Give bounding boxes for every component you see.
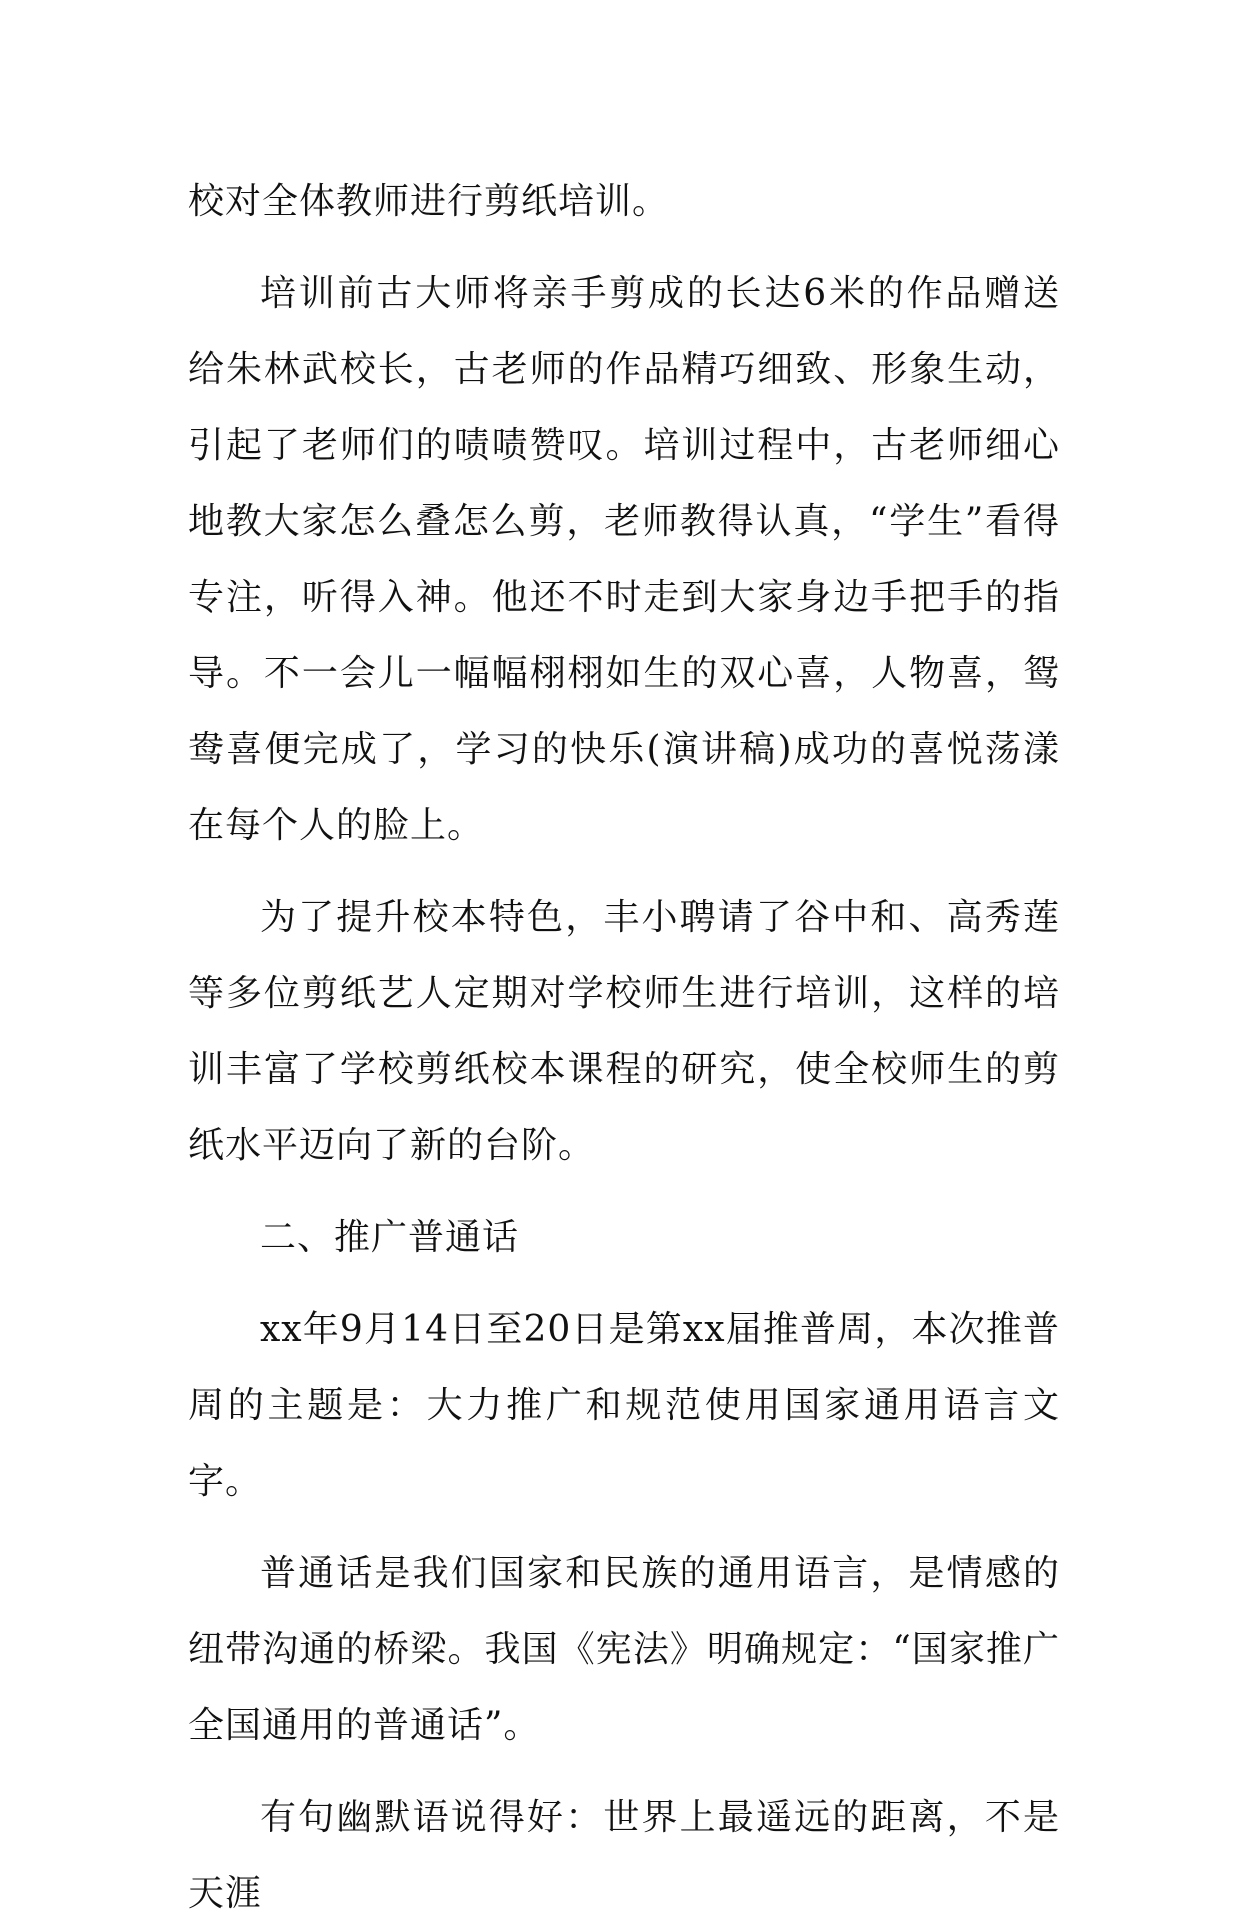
paragraph-continuation: 校对全体教师进行剪纸培训。 [188, 181, 670, 222]
paragraph-putonghua-language: 普通话是我们国家和民族的通用语言，是情感的纽带沟通的桥梁。我国《宪法》明确规定：“国家推广全国通用的普通话”。 [188, 1553, 1060, 1746]
section-heading-putonghua: 二、推广普通话 [260, 1217, 520, 1258]
paragraph-training-master: 培训前古大师将亲手剪成的长达6米的作品赠送给朱林武校长，古老师的作品精巧细致、形象生动，引起了老师们的啧啧赞叹。培训过程中，古老师细心地教大家怎么叠怎么剪，老师教得认真，“学生”看得专注，听得入神。他还不时走到大家身边手把手的指导。不一会儿一幅幅栩栩如生的双心喜，人物喜，鸳鸯喜便完成了，学习的快乐(演讲稿)成功的喜悦荡漾在每个人的脸上。 [188, 273, 1060, 846]
paragraph-school-feature: 为了提升校本特色，丰小聘请了谷中和、高秀莲等多位剪纸艺人定期对学校师生进行培训，这样的培训丰富了学校剪纸校本课程的研究，使全校师生的剪纸水平迈向了新的台阶。 [188, 897, 1060, 1166]
paragraph-promotion-week: xx年9月14日至20日是第xx届推普周，本次推普周的主题是：大力推广和规范使用国家通用语言文字。 [188, 1309, 1060, 1502]
paragraph-humor-saying: 有句幽默语说得好：世界上最遥远的距离，不是天涯 [188, 1797, 1060, 1914]
document-body [188, 164, 1060, 1932]
